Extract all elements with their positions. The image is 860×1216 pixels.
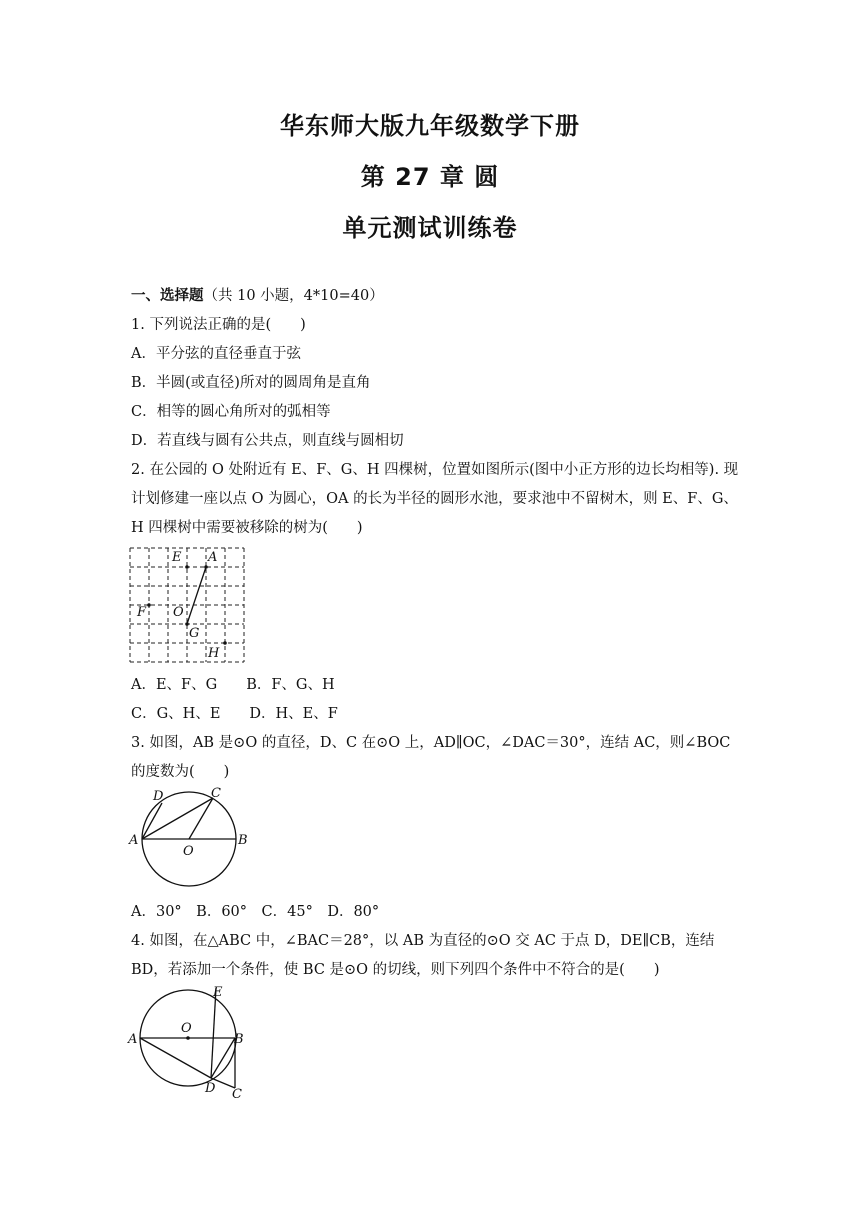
q1-option-a: A．平分弦的直径垂直于弦 [131,346,301,362]
q2-label-e: E [172,550,182,565]
section-heading-note: （共 10 小题，4*10=40） [203,288,384,304]
q4-stem-line2: BD，若添加一个条件，使 BC 是⊙O 的切线，则下列四个条件中不符合的是( ) [131,962,660,978]
q4-label-c: C [232,1087,242,1100]
q3-label-b: B [238,833,248,848]
q4-label-b: B [234,1032,244,1047]
q2-label-f: F [137,605,147,620]
q2-label-g: G [189,626,200,641]
q2-stem-line2: 计划修建一座以点 O 为圆心，OA 的长为半径的圆形水池，要求池中不留树木，则 E、F、G、 [131,491,738,507]
chapter-title: 第 27 章 圆 [360,163,500,191]
q2-label-a: A [208,550,218,565]
document-title: 华东师大版九年级数学下册 [280,112,580,140]
q3-stem-line2: 的度数为( ) [131,764,230,780]
q3-circle-figure [126,785,256,895]
q4-circle-figure [126,982,256,1100]
q4-stem-line1: 4. 如图，在△ABC 中，∠BAC＝28°，以 AB 为直径的⊙O 交 AC 于点 D，DE∥CB，连结 [131,933,715,949]
q3-label-a: A [129,833,139,848]
q1-option-c: C．相等的圆心角所对的弧相等 [131,404,331,420]
q2-stem-line3: H 四棵树中需要被移除的树为( ) [131,520,363,536]
q3-label-d: D [153,789,164,804]
q4-label-e: E [213,985,223,1000]
q4-label-o: O [181,1021,192,1036]
q1-stem: 1. 下列说法正确的是( ) [131,317,306,333]
q2-options-line2: C．G、H、E D．H、E、F [131,706,338,722]
q2-options-line1: A．E、F、G B．F、G、H [131,677,335,693]
q3-label-o: O [183,844,194,859]
q3-label-c: C [211,786,221,801]
q4-label-a: A [128,1032,138,1047]
q2-label-h: H [208,646,220,661]
q3-options: A．30° B．60° C．45° D．80° [131,904,380,920]
section-heading [131,284,384,305]
q2-label-o: O [173,605,184,620]
q1-option-d: D．若直线与圆有公共点，则直线与圆相切 [131,433,404,449]
q4-label-d: D [205,1081,216,1096]
q3-stem-line1: 3. 如图，AB 是⊙O 的直径，D、C 在⊙O 上，AD∥OC，∠DAC＝30°，连结 AC，则∠BOC [131,735,731,751]
q1-option-b: B．半圆(或直径)所对的圆周角是直角 [131,375,371,391]
q2-grid-figure [128,546,248,664]
section-heading-label: 一、选择题 [131,287,204,304]
test-title: 单元测试训练卷 [342,214,518,242]
q2-stem-line1: 2. 在公园的 O 处附近有 E、F、G、H 四棵树，位置如图所示(图中小正方形的边长均相等). 现 [131,462,739,478]
